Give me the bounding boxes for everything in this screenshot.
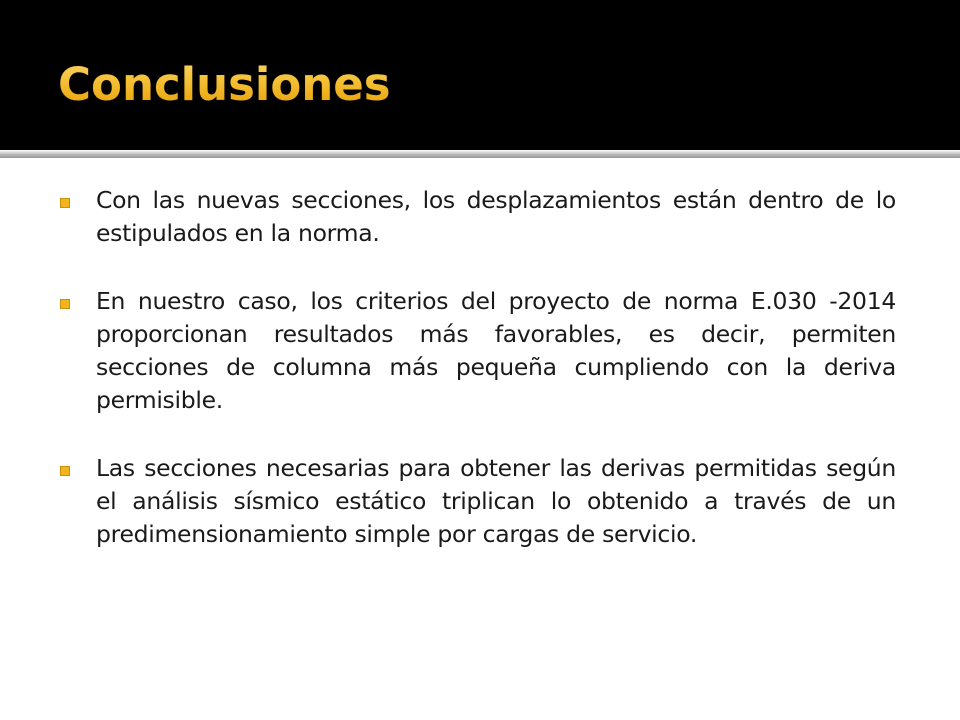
bullet-text: Las secciones necesarias para obtener las derivas permitidas según el análisis sísmico estático triplican lo obtenido a través de un predimensionamiento simple por cargas de servicio. bbox=[96, 454, 896, 548]
bullet-item bbox=[58, 184, 896, 250]
bullet-list bbox=[58, 184, 896, 586]
square-bullet-icon bbox=[60, 299, 70, 309]
bullet-item bbox=[58, 452, 896, 551]
title-divider bbox=[0, 150, 960, 158]
bullet-text: En nuestro caso, los criterios del proyecto de norma E.030 -2014 proporcionan resultados más favorables, es decir, permiten secciones de columna más pequeña cumpliendo con la deriva permisible. bbox=[96, 287, 896, 414]
bullet-item bbox=[58, 285, 896, 417]
slide-content bbox=[0, 158, 960, 720]
square-bullet-icon bbox=[60, 198, 70, 208]
bullet-text: Con las nuevas secciones, los desplazamientos están dentro de lo estipulados en la norma. bbox=[96, 186, 896, 247]
slide-title: Conclusiones bbox=[58, 50, 391, 120]
title-band bbox=[0, 0, 960, 150]
square-bullet-icon bbox=[60, 466, 70, 476]
